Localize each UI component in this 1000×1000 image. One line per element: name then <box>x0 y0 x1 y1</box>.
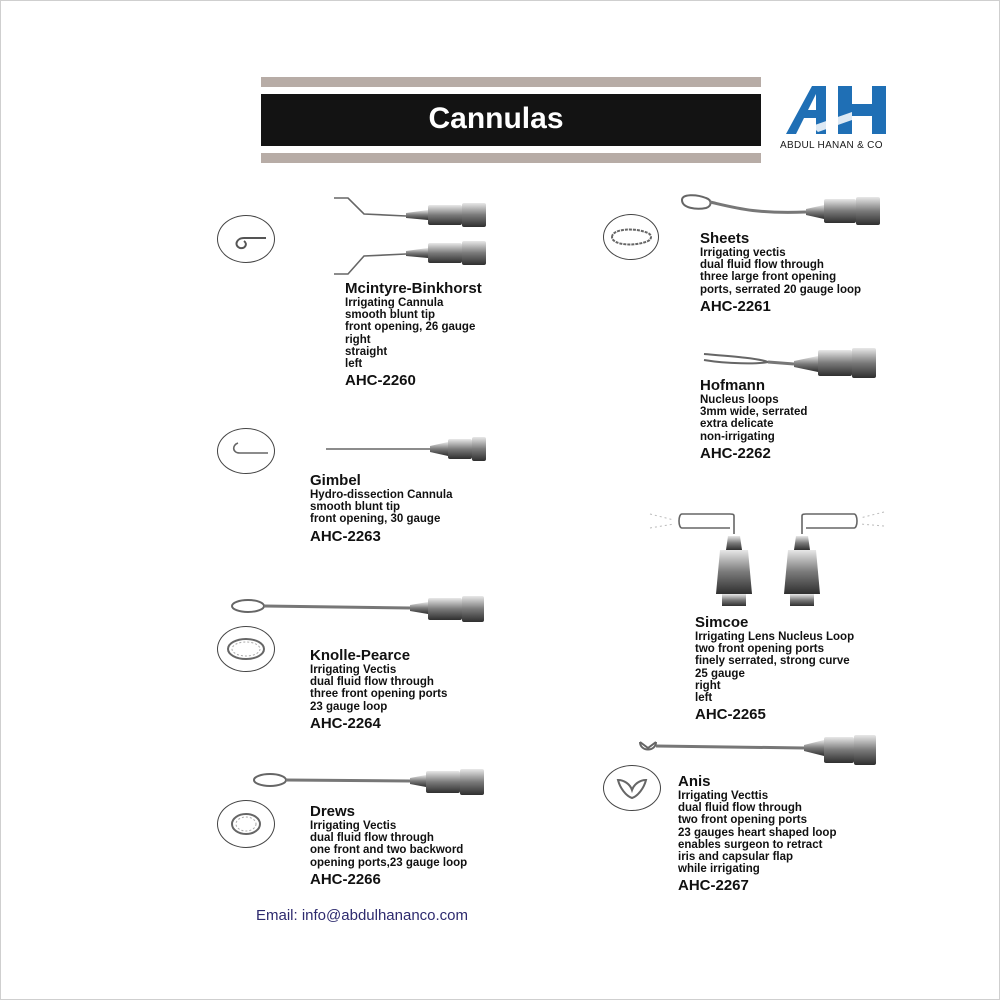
product-desc-line: left <box>345 358 363 371</box>
tip-detail-circle <box>603 214 659 260</box>
product-desc-line: Irrigating Cannula <box>345 297 444 309</box>
product-code: AHC-2266 <box>310 870 381 888</box>
product-code: AHC-2264 <box>310 714 381 732</box>
product-name: Hofmann <box>700 377 765 394</box>
product-desc-line: two front opening ports <box>678 814 808 827</box>
product-desc-line: Irrigating Lens Nucleus Loop <box>695 631 855 643</box>
product-desc-line: 23 gauge loop <box>310 700 388 713</box>
product-desc-line: left <box>695 692 713 705</box>
product-desc-line: three large front opening <box>700 271 837 284</box>
tip-detail-circle <box>217 626 275 672</box>
product-desc-line: front opening, 30 gauge <box>310 513 441 526</box>
loop-tip-icon <box>218 627 274 671</box>
product-code: AHC-2263 <box>310 527 381 545</box>
gimbel-image <box>322 432 492 466</box>
page-title: Cannulas <box>428 102 564 135</box>
product-name: Simcoe <box>695 614 749 631</box>
product-desc-line: dual fluid flow through <box>700 259 824 272</box>
product-desc-line: Irrigating Vecttis <box>678 790 769 802</box>
product-desc-line: Irrigating Vectis <box>310 664 397 676</box>
product-desc-line: one front and two backword <box>310 844 464 857</box>
contact-email[interactable]: Email: info@abdulhananco.com <box>256 907 469 924</box>
product-desc-line: 25 gauge <box>695 667 745 680</box>
product-desc-line: non-irrigating <box>700 430 775 443</box>
product-name: Drews <box>310 803 356 820</box>
product-name: Gimbel <box>310 472 361 489</box>
product-desc-line: 3mm wide, serrated <box>700 406 808 419</box>
product-name: Knolle-Pearce <box>310 647 411 664</box>
hofmann-image <box>698 344 884 380</box>
anis-image <box>634 734 884 766</box>
product-sheets <box>700 231 861 316</box>
product-mcintyre-binkhorst <box>345 281 482 390</box>
product-name: Mcintyre-Binkhorst <box>345 280 482 297</box>
product-desc-line: three front opening ports <box>310 688 448 701</box>
header-band-top <box>261 77 761 87</box>
product-hofmann <box>700 378 807 463</box>
knolle-pearce-image <box>228 594 490 622</box>
mcintyre-binkhorst-image <box>328 190 493 280</box>
product-code: AHC-2265 <box>695 706 766 724</box>
product-desc-line: dual fluid flow through <box>310 832 434 845</box>
sheets-image <box>676 190 886 226</box>
product-desc-line: Irrigating vectis <box>700 247 786 259</box>
product-simcoe <box>695 615 854 724</box>
tip-detail-circle <box>217 800 275 848</box>
company-name: ABDUL HANAN & CO <box>780 140 883 151</box>
product-desc-line: right <box>345 333 371 346</box>
product-desc-line: Nucleus loops <box>700 394 779 406</box>
product-desc-line: Hydro-dissection Cannula <box>310 489 453 501</box>
simcoe-image <box>648 502 888 610</box>
loop-tip-icon <box>218 801 274 847</box>
title-bar <box>261 94 761 146</box>
product-name: Sheets <box>700 230 750 247</box>
product-desc-line: opening ports,23 gauge loop <box>310 856 468 869</box>
product-drews <box>310 804 467 889</box>
product-desc-line: front opening, 26 gauge <box>345 321 476 334</box>
product-desc-line: extra delicate <box>700 418 774 431</box>
product-code: AHC-2260 <box>345 372 416 390</box>
product-desc-line: ports, serrated 20 gauge loop <box>700 283 862 296</box>
product-desc-line: two front opening ports <box>695 643 825 656</box>
product-desc-line: enables surgeon to retract <box>678 838 823 851</box>
product-desc-line: straight <box>345 345 388 358</box>
product-desc-line: dual fluid flow through <box>678 802 802 815</box>
product-desc-line: while irrigating <box>678 863 760 876</box>
product-name: Anis <box>678 773 711 790</box>
product-desc-line: 23 gauges heart shaped loop <box>678 826 837 839</box>
product-knolle-pearce <box>310 648 447 733</box>
drews-image <box>250 766 490 796</box>
product-desc-line: dual fluid flow through <box>310 676 434 689</box>
hook-tip-icon <box>218 429 274 473</box>
heart-loop-tip-icon <box>604 766 660 810</box>
product-code: AHC-2262 <box>700 444 771 462</box>
product-code: AHC-2261 <box>700 297 771 315</box>
product-desc-line: smooth blunt tip <box>310 501 401 514</box>
product-desc-line: finely serrated, strong curve <box>695 655 850 668</box>
product-desc-line: right <box>695 679 721 692</box>
hook-tip-icon <box>218 216 274 262</box>
product-desc-line: iris and capsular flap <box>678 851 794 864</box>
tip-detail-circle <box>217 428 275 474</box>
header-band-bottom <box>261 153 761 163</box>
tip-detail-circle <box>217 215 275 263</box>
product-desc-line: Irrigating Vectis <box>310 820 397 832</box>
serrated-loop-tip-icon <box>604 215 658 259</box>
product-code: AHC-2267 <box>678 877 749 895</box>
product-gimbel <box>310 473 453 546</box>
product-desc-line: smooth blunt tip <box>345 309 436 322</box>
product-anis <box>678 774 836 895</box>
tip-detail-circle <box>603 765 661 811</box>
